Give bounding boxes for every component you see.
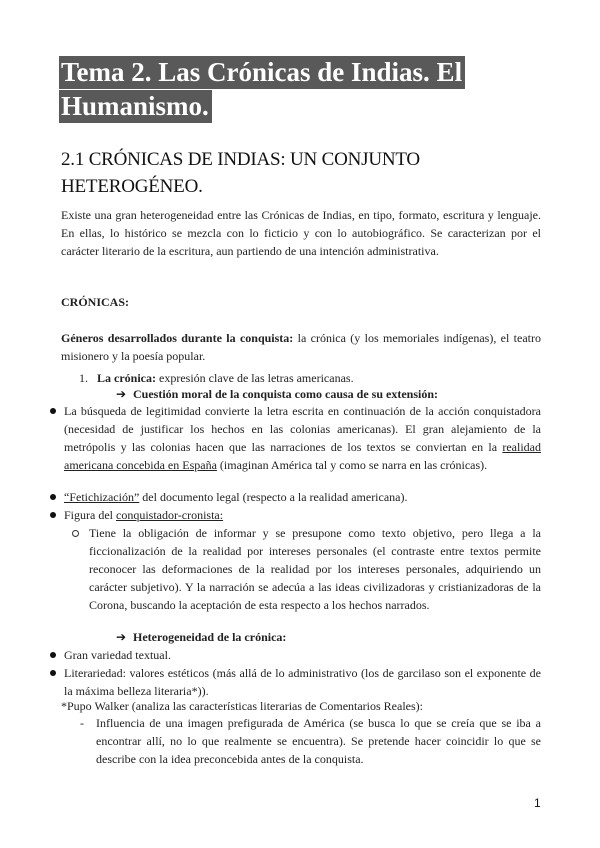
arrow2-heading: Heterogeneidad de la crónica: bbox=[133, 630, 287, 644]
item1-label: La crónica: bbox=[97, 371, 156, 385]
title-line-2: Humanismo. bbox=[59, 90, 212, 123]
bullet-1-text-end: (imaginan América tal y como se narra en las crónicas). bbox=[216, 458, 488, 472]
bullet-4: Gran variedad textual. bbox=[64, 648, 171, 662]
bullet-icon bbox=[50, 512, 56, 518]
cronicas-heading: CRÓNICAS: bbox=[61, 295, 130, 309]
generos-text: la crónica (y los memoriales indígenas), el teatro misionero y la poesía popular. bbox=[61, 331, 541, 363]
generos-paragraph bbox=[61, 329, 541, 365]
bullet-2-text: del documento legal (respecto a la realidad americana). bbox=[139, 490, 408, 504]
generos-label: Géneros desarrollados durante la conquista: bbox=[61, 331, 294, 345]
bullet-5: Literariedad: valores estéticos (más allá de lo administrativo (los de garcilaso son el exponente de la máxima belleza literaria*)). bbox=[64, 666, 541, 698]
bullet-icon bbox=[50, 670, 56, 676]
arrow-right-icon: ➔ bbox=[116, 387, 127, 401]
bullet-1-underlined: realidad americana concebida en España bbox=[64, 440, 541, 472]
arrow1-heading: Cuestión moral de la conquista como causa de su extensión: bbox=[133, 387, 439, 401]
section-heading-line-1: 2.1 CRÓNICAS DE INDIAS: UN CONJUNTO bbox=[61, 149, 420, 170]
intro-paragraph: Existe una gran heterogeneidad entre las Crónicas de Indias, en tipo, formato, escritura y lenguaje. En ellas, lo histórico se mezcla con lo ficticio y con lo autobiográfico. Se caracterizan por el carácter literario de la escritura, aun partiendo de una intención administrativa. bbox=[61, 208, 541, 258]
dash-marker: - bbox=[80, 716, 84, 730]
note-line: *Pupo Walker (analiza las características literarias de Comentarios Reales): bbox=[61, 699, 423, 713]
bullet-1-text: La búsqueda de legitimidad convierte la letra escrita en continuación de la acción conquistadora (necesidad de justificar los hechos en las colonias americanas). El gran alejamiento de la metrópolis y las colonias hacen que las narraciones de los textos se conviertan en la bbox=[64, 404, 541, 454]
bullet-icon bbox=[50, 494, 56, 500]
arrow-right-icon: ➔ bbox=[116, 630, 127, 644]
bullet-3 bbox=[64, 506, 541, 524]
sub-bullet-1: Tiene la obligación de informar y se presupone como texto objetivo, pero llega a la ficcionalización de la realidad por intereses personales (el contraste entre textos permite reconocer las deformaciones de la realidad por los intereses personales, adquiriendo un carácter subjetivo). Y la narración se adecúa a las ideas civilizadoras y cristianizadoras de la Corona, buscando la aceptación de esta respecto a los hechos narrados. bbox=[89, 526, 541, 612]
section-heading-line-2: HETEROGÉNEO. bbox=[61, 176, 203, 197]
page-number: 1 bbox=[534, 796, 541, 810]
circle-bullet-icon bbox=[72, 530, 79, 537]
bullet-3-underlined: conquistador-cronista: bbox=[116, 508, 224, 522]
bullet-3-text: Figura del bbox=[64, 508, 116, 522]
bullet-2 bbox=[64, 488, 541, 506]
bullet-2-underlined: “Fetichización” bbox=[64, 490, 140, 504]
document-title bbox=[59, 56, 465, 123]
item1-number: 1. bbox=[79, 371, 88, 385]
bullet-1 bbox=[64, 402, 541, 474]
bullet-icon bbox=[50, 652, 56, 658]
item1-desc: expresión clave de las letras americanas. bbox=[156, 371, 354, 385]
bullet-icon bbox=[50, 408, 56, 414]
dash-item-1: Influencia de una imagen prefigurada de América (se busca lo que se creía que se iba a encontrar allí, no lo que realmente se encuentra). Se pretende hacer coincidir lo que se describe con la idea preconcebida antes de la conquista. bbox=[96, 716, 541, 766]
title-line-1: Tema 2. Las Crónicas de Indias. El bbox=[59, 56, 465, 89]
